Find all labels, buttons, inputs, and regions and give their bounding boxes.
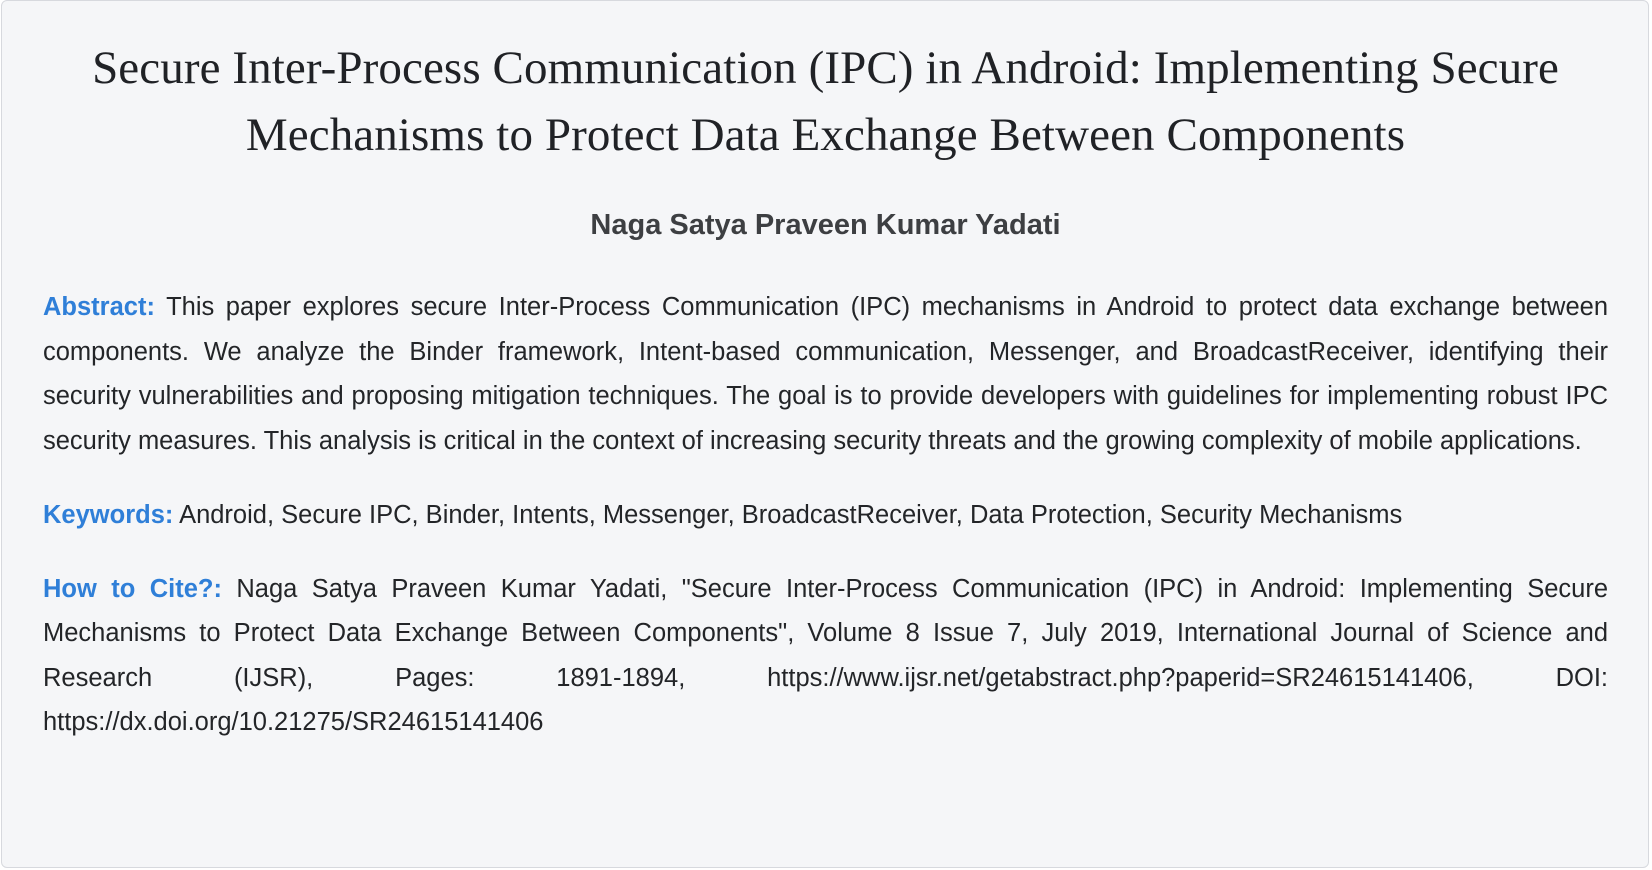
abstract-section bbox=[43, 285, 1608, 463]
keywords-section bbox=[43, 493, 1608, 538]
keywords-text: Android, Secure IPC, Binder, Intents, Messenger, BroadcastReceiver, Data Protection, Security Mechanisms bbox=[179, 501, 1403, 529]
cite-text: Naga Satya Praveen Kumar Yadati, "Secure Inter-Process Communication (IPC) in Android: Implementing Secure Mechanisms to Protect Data Exchange Between Components", Volume 8 Issue 7, July 2019, International Journal of Science and Research (IJSR), Pages: 1891-1894, https://www.ijsr.net/getabstract.php?paperid=SR24615141406, DOI: https://dx.doi.org/10.21275/SR24615141406 bbox=[43, 574, 1609, 736]
abstract-label: Abstract: bbox=[43, 293, 155, 321]
abstract-text: This paper explores secure Inter-Process Communication (IPC) mechanisms in Android to protect data exchange between components. We analyze the Binder framework, Intent-based communication, Messenger, and BroadcastReceiver, identifying their security vulnerabilities and proposing mitigation techniques. The goal is to provide developers with guidelines for implementing robust IPC security measures. This analysis is critical in the context of increasing security threats and the growing complexity of mobile applications. bbox=[43, 293, 1609, 455]
paper-title: Secure Inter-Process Communication (IPC) in Android: Implementing Secure Mechanisms to Protect Data Exchange Between Components bbox=[92, 42, 1559, 161]
keywords-label: Keywords: bbox=[43, 501, 174, 529]
citation-section bbox=[43, 567, 1608, 745]
cite-label: How to Cite?: bbox=[43, 574, 222, 603]
paper-author: Naga Satya Praveen Kumar Yadati bbox=[590, 209, 1061, 241]
paper-card bbox=[1, 0, 1649, 868]
